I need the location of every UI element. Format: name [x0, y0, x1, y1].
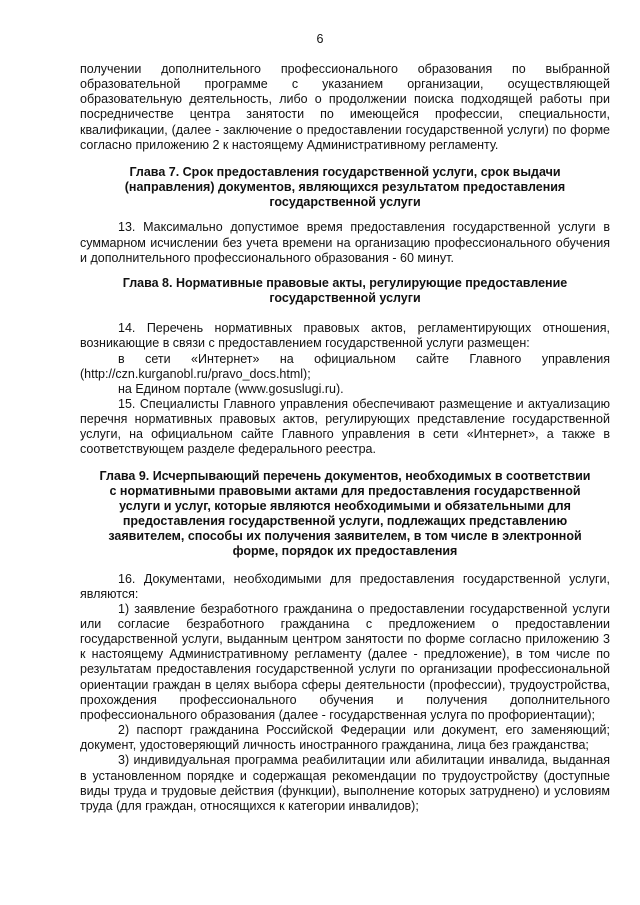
document-body	[80, 62, 610, 814]
chapter-8-heading: Глава 8. Нормативные правовые акты, регулирующие предоставление государственной услуги	[122, 275, 568, 306]
paragraph-13: 13. Максимально допустимое время предоставления государственной услуги в суммарном исчислении без учета времени на организацию профессионального обучения и дополнительного профессионального образования - 60 минут.	[80, 220, 610, 265]
paragraph-16: 16. Документами, необходимыми для предоставления государственной услуги, являются:	[80, 571, 610, 601]
paragraph-14-portal: на Едином портале (www.gosuslugi.ru).	[118, 381, 344, 396]
paragraph-15: 15. Специалисты Главного управления обеспечивают размещение и актуализацию перечня нормативных правовых актов, регулирующих представление государственной услуги, на официальном сайте Главного управления в сети «Интернет», а также в соответствующем разделе федерального реестра.	[80, 396, 610, 457]
paragraph-14-site: в сети «Интернет» на официальном сайте Главного управления (http://czn.kurganobl.ru/pravo_docs.html);	[80, 351, 610, 381]
list-item-2: 2) паспорт гражданина Российской Федерации или документ, его заменяющий; документ, удостоверяющий личность иностранного гражданина, лица без гражданства;	[80, 723, 610, 753]
list-item-1: 1) заявление безработного гражданина о предоставлении государственной услуги или согласие безработного гражданина с предложением о предоставлении государственной услуги, выданным центром занятости по форме согласно приложению 3 к настоящему Административному регламенту (далее - предложение), в том числе по результатам предоставления государственной услуги по организации профессиональной ориентации граждан в целях выбора сферы деятельности (профессии), трудоустройства, прохождения профессионального обучения и получения дополнительного профессионального образования (далее - государственная услуга по профориентации);	[80, 601, 610, 722]
paragraph-14: 14. Перечень нормативных правовых актов, регламентирующих отношения, возникающие в связи с предоставлением государственной услуги размещен:	[80, 321, 610, 351]
list-item-3: 3) индивидуальная программа реабилитации или абилитации инвалида, выданная в установленном порядке и содержащая рекомендации по трудоустройству (доступные виды труда и трудовые действия (функции), выполнение которых затруднено) и условиям труда (для граждан, относящихся к категории инвалидов);	[80, 753, 610, 813]
chapter-7-heading: Глава 7. Срок предоставления государственной услуги, срок выдачи (направления) документов, являющихся результатом предоставления государственной услуги	[124, 164, 566, 210]
chapter-9-heading: Глава 9. Исчерпывающий перечень документов, необходимых в соответствии с нормативными правовыми актами для предоставления государственной услуги и услуг, которые являются необходимыми и обязательными для предоставления государственной услуги, подлежащих представлению заявителем, способы их получения заявителем, в том числе в электронной форме, порядок их предоставления	[99, 468, 591, 559]
page-number: 6	[316, 32, 324, 46]
intro-paragraph: получении дополнительного профессионального образования по выбранной образовательной программе с указанием организации, осуществляющей образовательную деятельность, либо о продолжении поиска подходящей работы при посредничестве центра занятости по имеющейся профессии, специальности, квалификации, (далее - заключение о предоставлении государственной услуги) по форме согласно приложению 2 к настоящему Административному регламенту.	[80, 62, 610, 152]
